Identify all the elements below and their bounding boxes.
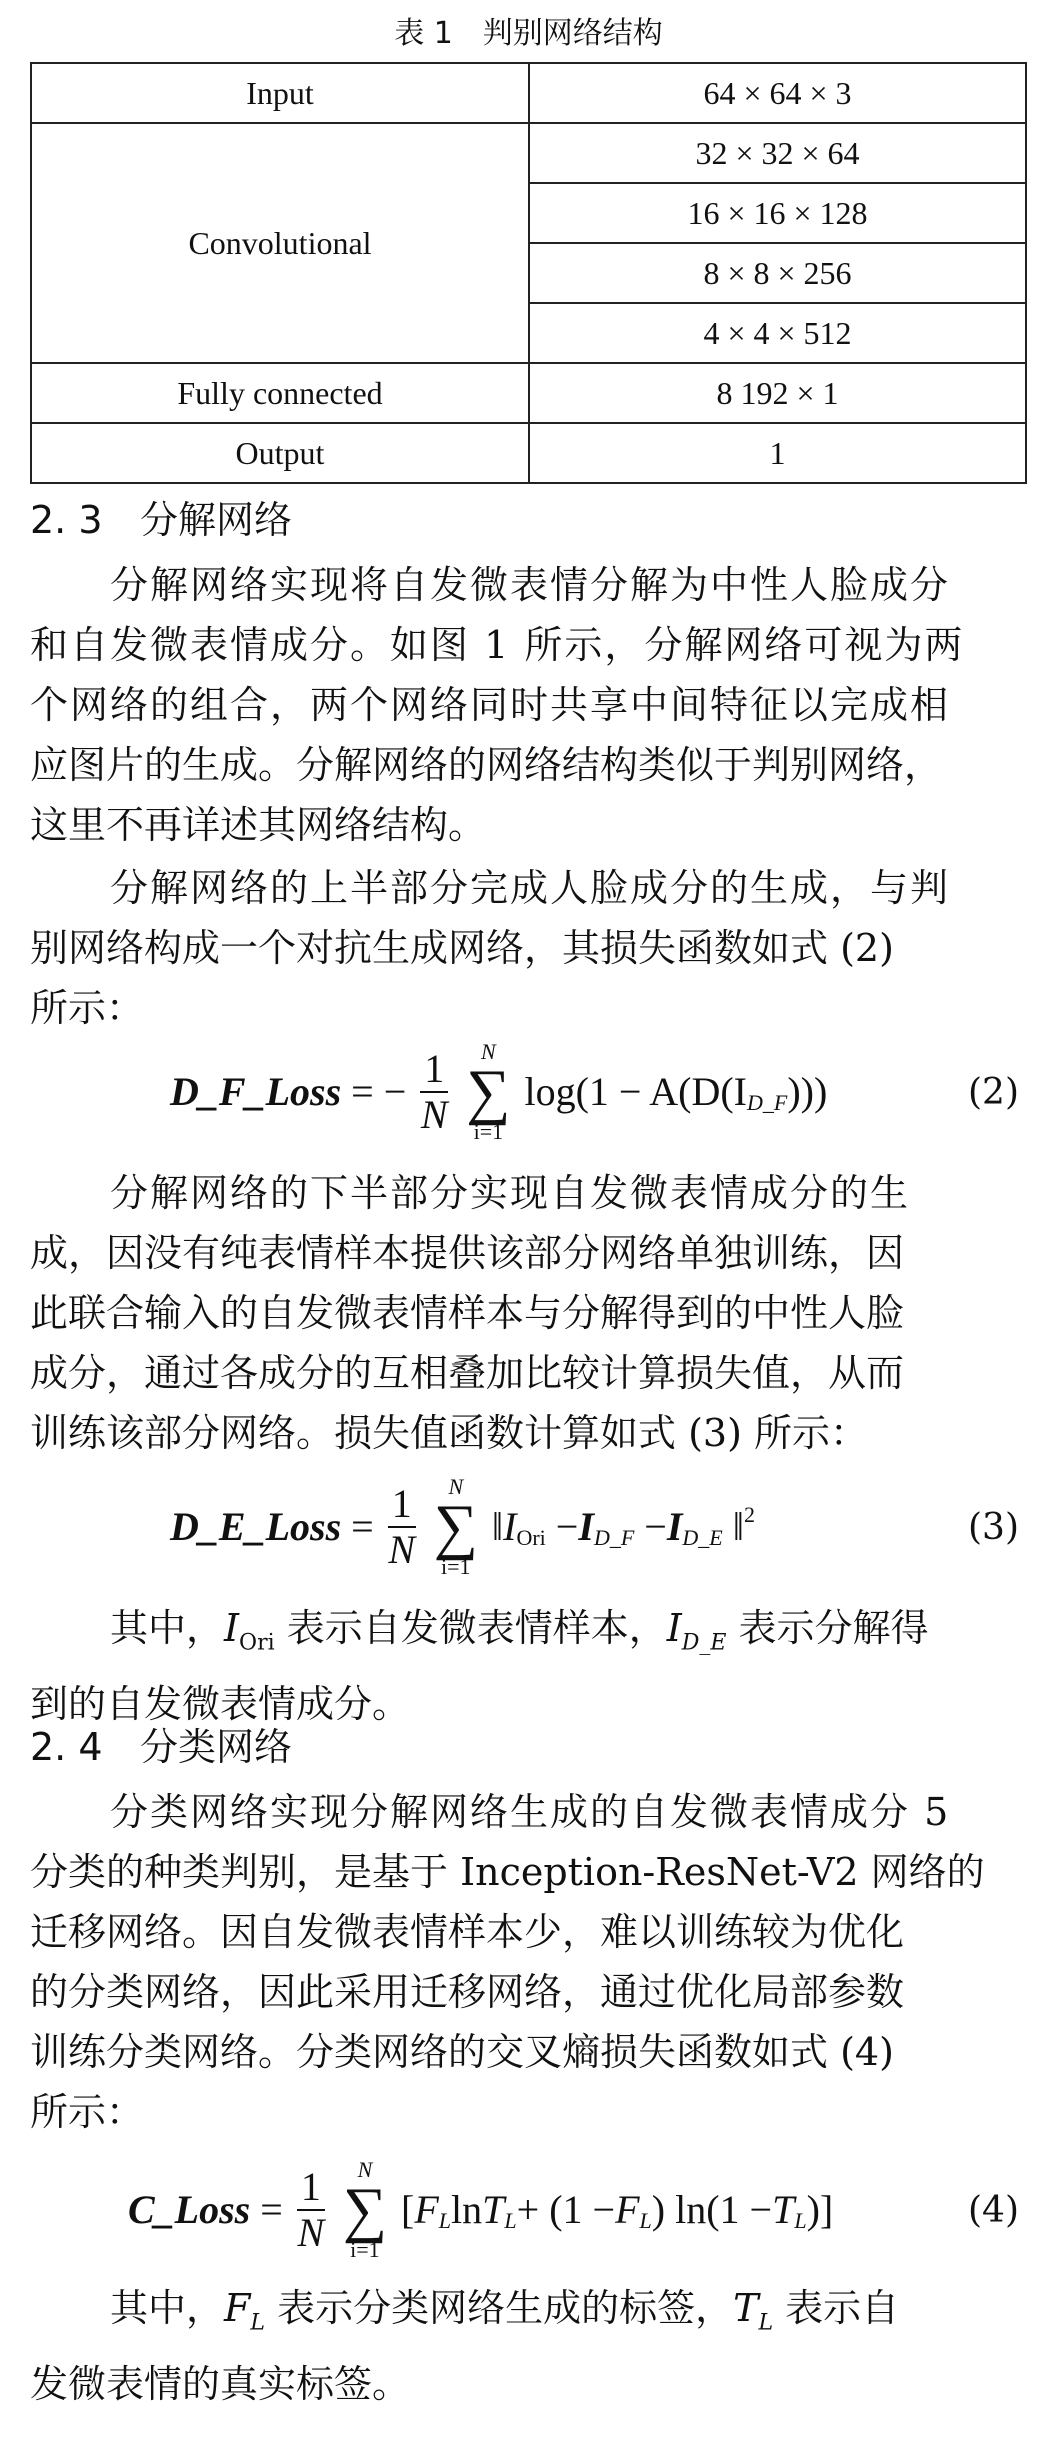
layer-cell: Input — [31, 63, 529, 123]
text-line: 分解网络的下半部分实现自发微表情成分的生 — [110, 1171, 911, 1215]
equation-expression: D_E_Loss = $\frac{1}{N}$ N ∑ i=1 $‖I_{Ori} -I_{D\_F} -I_{D\_E}$ ‖$^2$ — [170, 1474, 755, 1579]
paragraph — [30, 1163, 1030, 1463]
equation-body: log(1 − A(D(I — [524, 1069, 747, 1114]
fraction-numerator: 1 — [420, 1047, 448, 1093]
text-line: 成，因没有纯表情样本提供该部分网络单独训练，因 — [30, 1231, 905, 1275]
text-run: 表示分解得 — [726, 1606, 929, 1650]
subscript: Ori — [239, 1630, 275, 1656]
equation-2 — [0, 1040, 1057, 1160]
text-line: 这里不再详述其网络结构。 — [30, 803, 487, 847]
section-number: 2. 4 — [30, 1725, 103, 1769]
text-line — [30, 1598, 1030, 1674]
text-line: 分解网络的上半部分完成人脸成分的生成，与判 — [110, 866, 951, 910]
section-heading-2-3 — [30, 495, 292, 545]
equation-3 — [0, 1475, 1057, 1595]
table-row — [31, 63, 1026, 123]
subscript: D_F — [593, 1525, 635, 1551]
symbol: I — [578, 1504, 594, 1549]
section-title: 分类网络 — [140, 1725, 293, 1769]
size-cell: 4 × 4 × 512 — [529, 303, 1026, 363]
sum-lower: i=1 — [473, 1119, 504, 1144]
text-line: 迁移网络。因自发微表情样本少，难以训练较为优化 — [30, 1910, 905, 1954]
symbol: I — [666, 1504, 683, 1549]
sum-upper: N — [481, 1039, 496, 1064]
fraction — [420, 1047, 448, 1137]
size-cell: 8 192 × 1 — [529, 363, 1026, 423]
text-run: 表示分类网络生成的标签， — [265, 2286, 734, 2330]
paragraph — [30, 555, 1030, 855]
text-line: 分类网络实现分解网络生成的自发微表情成分 5 — [110, 1790, 951, 1834]
text-run: 表示自 — [773, 2286, 900, 2330]
equation-number: (3) — [968, 1507, 1019, 1548]
paragraph — [30, 1782, 1030, 2142]
symbol: T — [733, 2286, 759, 2330]
equation-4 — [0, 2158, 1057, 2278]
size-cell: 8 × 8 × 256 — [529, 243, 1026, 303]
text-line: 应图片的生成。分解网络的网络结构类似于判别网络， — [30, 743, 943, 787]
section-heading-2-4 — [30, 1722, 292, 1772]
size-cell: 1 — [529, 423, 1026, 483]
paragraph — [30, 2278, 1030, 2414]
fraction-denominator: N — [297, 2210, 325, 2255]
subscript: D_E — [682, 1525, 723, 1551]
layer-cell: Fully connected — [31, 363, 529, 423]
sum-lower: i=1 — [441, 1554, 471, 1579]
discriminator-structure-table — [30, 62, 1027, 484]
section-title: 分解网络 — [140, 498, 293, 542]
text-line — [30, 2278, 1030, 2354]
subscript: Ori — [516, 1525, 546, 1551]
text-line: 训练该部分网络。损失值函数计算如式 (3) 所示： — [30, 1411, 868, 1455]
summation: N ∑ i=1 — [342, 2157, 388, 2262]
sum-upper: N — [448, 1474, 464, 1499]
symbol: I — [666, 1606, 682, 1650]
text-line: 分类的种类判别，是基于 Inception-ResNet-V2 网络的 — [30, 1850, 985, 1894]
text-line: 和自发微表情成分。如图 1 所示，分解网络可视为两 — [30, 623, 965, 667]
fraction-numerator: 1 — [297, 2165, 325, 2211]
size-cell: 32 × 32 × 64 — [529, 123, 1026, 183]
summation: N ∑ i=1 — [466, 1039, 511, 1144]
paragraph — [30, 858, 1030, 1038]
loss-name: D_E_Loss — [170, 1504, 342, 1549]
equation-expression: D_F_Loss = − $\frac{1}{N}$ N ∑ i=1 $\log(1 - A(D(I_{D\_F})))$ — [170, 1039, 828, 1144]
text-line: 个网络的组合，两个网络同时共享中间特征以完成相 — [30, 683, 951, 727]
text-line: 到的自发微表情成分。 — [30, 1681, 411, 1726]
equation-number: (2) — [968, 1072, 1019, 1113]
symbol: F — [414, 2187, 439, 2232]
text-run: 表示自发微表情样本， — [274, 1606, 667, 1650]
text-line: 发微表情的真实标签。 — [30, 2361, 411, 2406]
equation-expression: C_Loss = $\frac{1}{N}$ N ∑ i=1 [$F_L\ln T_L+ (1 -F_L)$ $\ln(1 -T_L)$] — [128, 2157, 834, 2262]
symbol: I — [503, 1504, 517, 1549]
section-number: 2. 3 — [30, 498, 103, 542]
paragraph — [30, 1598, 1030, 1734]
layer-cell: Convolutional — [31, 123, 529, 363]
subscript: D_F — [747, 1090, 788, 1116]
subscript: L — [250, 2310, 265, 2336]
summation: N ∑ i=1 — [433, 1474, 478, 1579]
equation-body-end: ))) — [787, 1069, 828, 1114]
fraction — [297, 2165, 325, 2255]
text-line: 此联合输入的自发微表情样本与分解得到的中性人脸 — [30, 1291, 905, 1335]
loss-name: D_F_Loss — [170, 1069, 342, 1114]
text-line: 别网络构成一个对抗生成网络，其损失函数如式 (2) — [30, 926, 894, 970]
loss-name: C_Loss — [128, 2187, 251, 2232]
text-line: 所示： — [30, 986, 145, 1030]
symbol: F — [224, 2286, 251, 2330]
size-cell: 64 × 64 × 3 — [529, 63, 1026, 123]
subscript: L — [758, 2310, 774, 2336]
fraction-denominator: N — [420, 1092, 448, 1137]
text-line: 的分类网络，因此采用迁移网络，通过优化局部参数 — [30, 1970, 905, 2014]
fraction-numerator: 1 — [388, 1482, 416, 1528]
size-cell: 16 × 16 × 128 — [529, 183, 1026, 243]
table-row — [31, 123, 1026, 183]
text-run: 其中， — [110, 2286, 225, 2330]
superscript: 2 — [743, 1501, 755, 1527]
text-line: 训练分类网络。分类网络的交叉熵损失函数如式 (4) — [30, 2030, 894, 2074]
fraction — [388, 1482, 416, 1572]
text-line: 成分，通过各成分的互相叠加比较计算损失值，从而 — [30, 1351, 905, 1395]
subscript: D_E — [681, 1630, 727, 1656]
sum-lower: i=1 — [350, 2237, 380, 2262]
sum-upper: N — [357, 2157, 373, 2182]
table-row — [31, 363, 1026, 423]
layer-cell: Output — [31, 423, 529, 483]
fraction-denominator: N — [388, 1527, 416, 1572]
table-caption: 表 1 判别网络结构 — [394, 16, 663, 51]
text-line: 分解网络实现将自发微表情分解为中性人脸成分 — [110, 563, 951, 607]
text-line: 所示： — [30, 2090, 145, 2134]
equation-number: (4) — [968, 2190, 1019, 2231]
symbol: I — [224, 1606, 240, 1650]
text-run: 其中， — [110, 1606, 225, 1650]
table-row — [31, 423, 1026, 483]
